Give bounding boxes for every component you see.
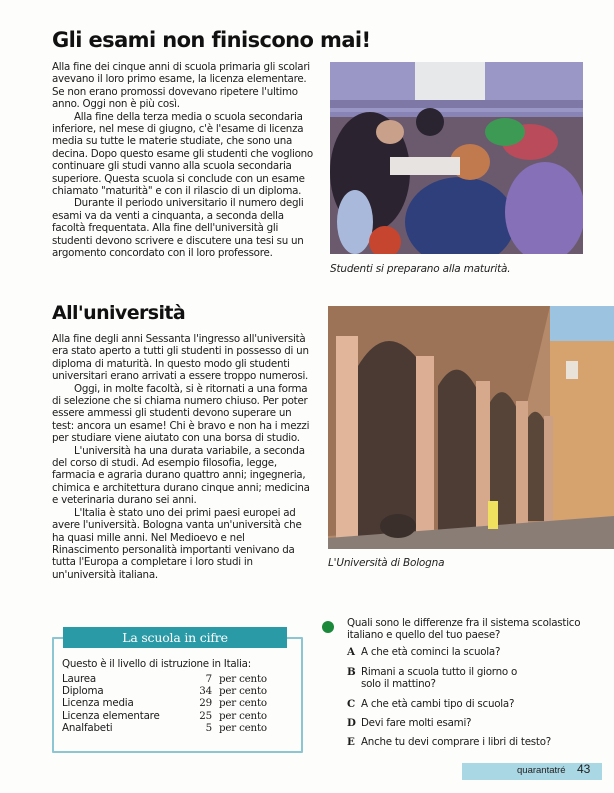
question-text: A che età cambi tipo di scuola? [361, 698, 515, 710]
paragraph: L'università ha una durata variabile, a seconda del corso di studi. Ad esempio filosofia, legge, farmacia e agraria durano quattro anni; ingegneria, chimica e architettura durano cinque anni; medicina e veterinaria durano sei anni. [52, 444, 310, 507]
stat-value: 5 [205, 722, 212, 734]
stat-value: 25 [199, 710, 212, 722]
page-number: 43 [577, 762, 591, 776]
page-number-word: quarantatré [517, 765, 566, 776]
question-text: Rimani a scuola tutto il giorno o solo il mattino? [361, 666, 517, 691]
stat-unit: per cento [219, 673, 267, 685]
stat-unit: per cento [219, 685, 267, 697]
question-text: Anche tu devi comprare i libri di testo? [361, 736, 551, 748]
stat-label: Diploma [62, 685, 104, 697]
paragraph: Oggi, in molte facoltà, si è ritornati a una forma di selezione che si chiama numero chiuso. Per poter essere ammessi gli studenti devono superare un test: ancora un esame! Chi è bravo e non ha i mezzi per studiare viene aiutato con una borsa di studio. [52, 382, 310, 445]
paragraph: Alla fine degli anni Sessanta l'ingresso all'università era stato aperto a tutti gli studenti in possesso di un diploma di maturità. In questo modo gli studenti universitari erano arrivati a essere troppo numerosi. [52, 333, 309, 383]
stat-unit: per cento [219, 697, 267, 709]
question-item [347, 666, 537, 691]
stat-unit: per cento [219, 710, 267, 722]
stat-label: Licenza elementare [62, 710, 160, 722]
exams-text-column [52, 61, 314, 260]
university-text-column [52, 333, 314, 581]
paragraph: Alla fine dei cinque anni di scuola primaria gli scolari avevano il loro primo esame, la licenza elementare. Se non erano promossi dovevano ripetere l'ultimo anno. Oggi non è più così. [52, 61, 310, 111]
bologna-university-photo [328, 306, 614, 549]
stat-unit: per cento [219, 722, 267, 734]
questions-intro: Quali sono le differenze fra il sistema scolastico italiano e quello del tuo paese? [347, 617, 581, 642]
stat-value: 7 [205, 673, 212, 685]
stat-label: Laurea [62, 673, 97, 685]
question-letter: B [347, 666, 356, 678]
question-text: A che età cominci la scuola? [361, 646, 501, 658]
question-letter: D [347, 717, 356, 729]
stat-row [62, 685, 272, 697]
photo-caption-classroom: Studenti si preparano alla maturità. [330, 263, 511, 275]
section-title-university: All'università [52, 302, 186, 324]
question-letter: A [347, 646, 355, 658]
paragraph: Alla fine della terza media o scuola secondaria inferiore, nel mese di giugno, c'è l'esame di licenza media su tutte le materie studiate, che sono una decina. Dopo questo esame gli studenti che vogliono continuare gli studi vanno alla scuola secondaria superiore. Questa scuola si conclude con un esame chiamato "maturità" e con il rilascio di un diploma. [52, 110, 313, 198]
classroom-photo [330, 62, 583, 254]
stats-box-title: La scuola in cifre [63, 627, 287, 648]
section-title-exams: Gli esami non finiscono mai! [52, 28, 371, 52]
question-letter: C [347, 698, 355, 710]
stat-value: 34 [199, 685, 212, 697]
paragraph: Durante il periodo universitario il numero degli esami va da venti a cinquanta, a seconda della facoltà frequentata. Alla fine dell'università gli studenti devono scrivere e discutere una tesi su un argomento concordato con il loro professore. [52, 197, 304, 260]
stat-row [62, 697, 272, 709]
stat-label: Analfabeti [62, 722, 113, 734]
stat-value: 29 [199, 697, 212, 709]
question-letter: E [347, 736, 355, 748]
question-item [347, 717, 587, 729]
stat-label: Licenza media [62, 697, 134, 709]
stats-box-intro: Questo è il livello di istruzione in Italia: [62, 658, 251, 670]
stat-row [62, 673, 272, 685]
stat-row [62, 722, 272, 734]
photo-caption-bologna: L'Università di Bologna [328, 557, 445, 569]
stat-row [62, 710, 272, 722]
paragraph: L'Italia è stato uno dei primi paesi europei ad avere l'università. Bologna vanta un'università che ha quasi mille anni. Nel Medioevo e nel Rinascimento personalità importanti venivano da tutta l'Europa a completare i loro studi in un'università italiana. [52, 506, 302, 581]
question-item [347, 736, 587, 748]
green-bullet-icon [322, 621, 334, 633]
question-item [347, 698, 587, 710]
question-item [347, 646, 587, 658]
question-text: Devi fare molti esami? [361, 717, 472, 729]
